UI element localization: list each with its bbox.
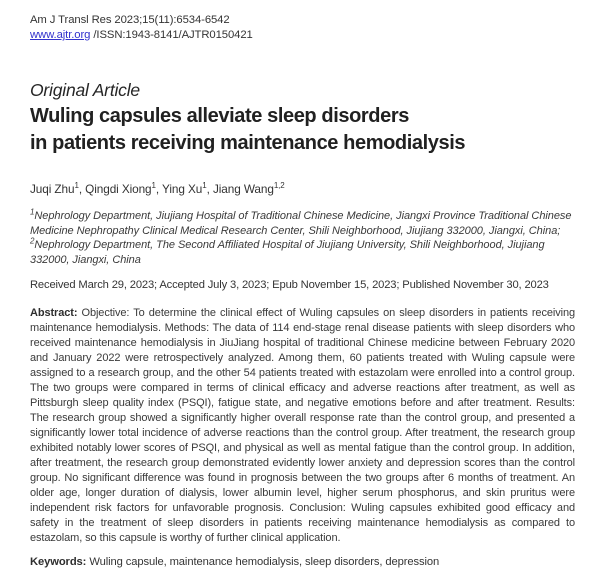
author-affiliation-marker: 1,2	[273, 181, 285, 191]
article-title	[30, 103, 575, 157]
author-affiliation-marker: 1	[151, 181, 156, 191]
author: Jiang Wang$^{1,2}$	[212, 181, 285, 196]
author: Juqi Zhu$^1$,	[30, 181, 86, 196]
journal-website-link[interactable]: www.ajtr.org	[30, 29, 91, 41]
journal-citation: Am J Transl Res 2023;15(11):6534-6542	[30, 14, 230, 26]
publication-dates: Received March 29, 2023; Accepted July 3, 2023; Epub November 15, 2023; Published November 30, 2023	[30, 279, 549, 292]
article-type-label: Original Article	[30, 80, 140, 100]
journal-header	[30, 13, 575, 43]
abstract-paragraph	[30, 306, 575, 546]
author-affiliation-marker: 1	[202, 181, 207, 191]
author-list	[30, 182, 575, 196]
journal-issn-line	[30, 28, 575, 43]
affiliation-marker: 2	[30, 236, 35, 246]
affiliation-text: Nephrology Department, The Second Affiliated Hospital of Jiujiang University, Shili Neighborhood, Jiujiang 332000, Jiangxi, China	[30, 239, 545, 266]
author: Qingdi Xiong$^1$,	[85, 181, 163, 196]
author-affiliation-marker: 1	[74, 181, 79, 191]
keywords-label: Keywords:	[30, 556, 87, 569]
abstract-label: Abstract:	[30, 307, 78, 320]
article-title-line2: in patients receiving maintenance hemodialysis	[30, 132, 466, 154]
journal-issn: /ISSN:1943-8141/AJTR0150421	[90, 29, 253, 41]
keywords-paragraph	[30, 555, 575, 569]
affiliation-text: Nephrology Department, Jiujiang Hospital of Traditional Chinese Medicine, Jiangxi Province Traditional Chinese Medicine Nephropathy Clinical Medical Research Center, Shili Neighborhood, Jiujiang 332000, Jiangxi, China;	[30, 210, 572, 237]
abstract-text: Objective: To determine the clinical effect of Wuling capsules on sleep disorders in patients receiving maintenance hemodialysis. Methods: The data of 114 end-stage renal disease patients with sleep disorders who received maintenance hemodialysis in JiuJiang hospital of traditional Chinese medicine between February 2020 and January 2022 were retrospectively analyzed. Among them, 60 patients treated with Wuling capsule were assigned to a research group, and the other 54 patients treated with estazolam were enrolled into a control group. The two groups were compared in terms of clinical efficacy and adverse reactions after treatment, as well as Pittsburgh sleep quality index (PSQI), fatigue state, and negative emotions before and after treatment. Results: The research group showed a significantly higher overall response rate than the control group, and presented a significantly lower total incidence of adverse reactions than the control group. After treatment, the research group exhibited notably lower scores of PSQI, and physical as well as mental fatigue than the control group. In addition, after treatment, the research group demonstrated evidently lower anxiety and depression scores than the control group. No significant difference was found in prognosis between the two groups after 6 months of treatment. An older age, longer duration of dialysis, lower albumin level, higher serum phosphorus, and skin pruritus were independent risk factors for unfavorable prognosis. Conclusion: Wuling capsules exhibited good efficacy and safety in the treatment of sleep disorders in patients receiving maintenance hemodialysis as compared to estazolam, so this capsule is worthy of further clinical application.	[30, 307, 575, 545]
affiliations	[30, 209, 575, 267]
affiliation-marker: 1	[30, 207, 35, 217]
article-title-line1: Wuling capsules alleviate sleep disorders	[30, 105, 409, 127]
author: Ying Xu$^1$,	[162, 181, 213, 196]
keywords-text: Wuling capsule, maintenance hemodialysis, sleep disorders, depression	[89, 556, 440, 569]
